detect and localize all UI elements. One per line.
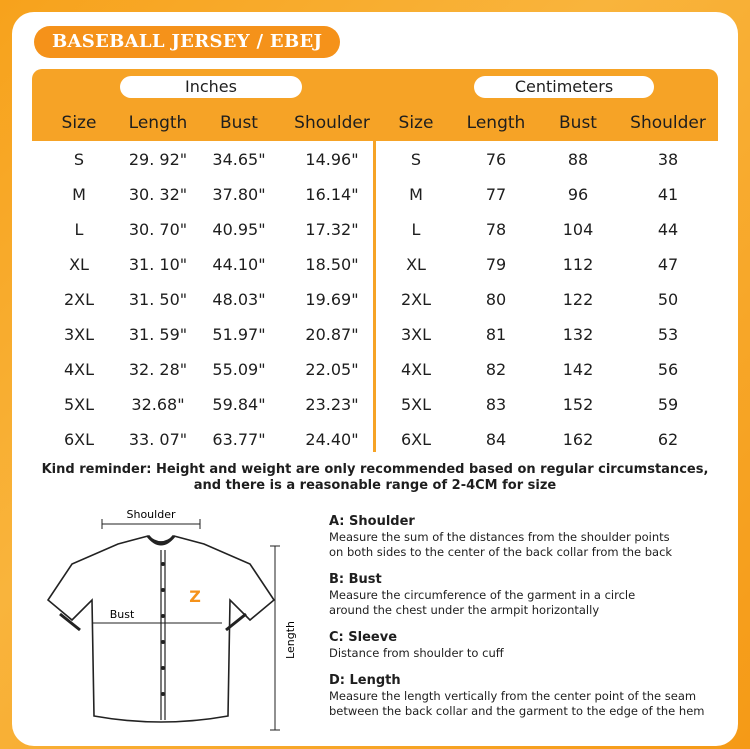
- cell-cm-length: 82: [485, 360, 507, 379]
- cell-cm-length: 80: [485, 290, 507, 309]
- cell-in-shoulder: 20.87": [305, 325, 359, 344]
- cell-in-length: 31. 59": [128, 325, 188, 344]
- cell-cm-size: M: [409, 185, 423, 204]
- definition-line: Distance from shoulder to cuff: [329, 646, 504, 660]
- definition-text: [329, 689, 729, 719]
- cell-cm-length: 81: [485, 325, 507, 344]
- cell-cm-shoulder: 41: [657, 185, 679, 204]
- centimeters-label: Centimeters: [474, 76, 654, 98]
- cell-in-length: 32. 28": [128, 360, 188, 379]
- logo-icon: Z: [189, 587, 201, 606]
- cell-cm-shoulder: 62: [657, 430, 679, 449]
- table-header: [32, 69, 718, 141]
- cell-in-shoulder: 22.05": [305, 360, 359, 379]
- cell-cm-shoulder: 59: [657, 395, 679, 414]
- cell-in-bust: 40.95": [212, 220, 266, 239]
- measurement-definitions: [329, 514, 729, 731]
- definition-text: [329, 646, 729, 661]
- cell-in-size: 3XL: [63, 325, 95, 344]
- cell-in-length: 29. 92": [128, 150, 188, 169]
- cell-in-bust: 55.09": [212, 360, 266, 379]
- cell-cm-size: XL: [406, 255, 426, 274]
- cell-in-size: XL: [69, 255, 89, 274]
- cell-in-bust: 48.03": [212, 290, 266, 309]
- kind-reminder: [12, 462, 738, 494]
- cell-cm-size: 3XL: [400, 325, 432, 344]
- definition-line: Measure the circumference of the garment in a circle: [329, 588, 636, 602]
- cell-cm-length: 78: [485, 220, 507, 239]
- cell-in-shoulder: 19.69": [305, 290, 359, 309]
- cell-in-length: 30. 32": [128, 185, 188, 204]
- cell-in-shoulder: 23.23": [305, 395, 359, 414]
- cell-in-length: 31. 50": [128, 290, 188, 309]
- cell-cm-bust: 122: [562, 290, 594, 309]
- cell-in-length: 33. 07": [128, 430, 188, 449]
- definition-line: around the chest under the armpit horizontally: [329, 603, 600, 617]
- cell-cm-shoulder: 56: [657, 360, 679, 379]
- definition-line: Measure the sum of the distances from the shoulder points: [329, 530, 670, 544]
- cell-cm-size: 2XL: [400, 290, 432, 309]
- cell-in-bust: 34.65": [212, 150, 266, 169]
- cell-cm-size: 6XL: [400, 430, 432, 449]
- cell-in-size: M: [72, 185, 86, 204]
- header-size-cm: Size: [398, 113, 434, 133]
- size-chart-card: [12, 12, 738, 746]
- cell-in-shoulder: 17.32": [305, 220, 359, 239]
- definition-title: A: Shoulder: [329, 514, 415, 529]
- cell-in-bust: 51.97": [212, 325, 266, 344]
- cell-in-shoulder: 16.14": [305, 185, 359, 204]
- cell-cm-shoulder: 53: [657, 325, 679, 344]
- shoulder-label: Shoulder: [126, 508, 176, 521]
- cell-cm-bust: 142: [562, 360, 594, 379]
- bust-label: Bust: [109, 608, 135, 621]
- cell-cm-bust: 96: [567, 185, 589, 204]
- cell-cm-length: 77: [485, 185, 507, 204]
- reminder-line-1: Kind reminder: Height and weight are only recommended based on regular circumstances,: [41, 462, 709, 477]
- header-shoulder-in: Shoulder: [294, 113, 370, 133]
- cell-in-bust: 63.77": [212, 430, 266, 449]
- cell-in-size: L: [74, 220, 84, 239]
- definition-text: [329, 588, 729, 618]
- cell-in-shoulder: 18.50": [305, 255, 359, 274]
- cell-cm-bust: 88: [567, 150, 589, 169]
- cell-in-length: 31. 10": [128, 255, 188, 274]
- cell-in-size: 6XL: [63, 430, 95, 449]
- header-shoulder-cm: Shoulder: [630, 113, 706, 133]
- cell-in-size: 4XL: [63, 360, 95, 379]
- cell-cm-bust: 162: [562, 430, 594, 449]
- cell-cm-length: 79: [485, 255, 507, 274]
- cell-cm-shoulder: 47: [657, 255, 679, 274]
- definition-line: on both sides to the center of the back collar from the back: [329, 545, 673, 559]
- cell-in-size: 2XL: [63, 290, 95, 309]
- cell-in-size: S: [73, 150, 85, 169]
- cell-cm-length: 84: [485, 430, 507, 449]
- cell-in-shoulder: 14.96": [305, 150, 359, 169]
- cell-cm-bust: 132: [562, 325, 594, 344]
- cell-cm-bust: 112: [562, 255, 594, 274]
- cell-cm-bust: 104: [562, 220, 594, 239]
- header-size-in: Size: [61, 113, 97, 133]
- definition-text: [329, 530, 729, 560]
- definition-line: between the back collar and the garment to the edge of the hem: [329, 704, 705, 718]
- cell-in-length: 32.68": [131, 395, 185, 414]
- reminder-line-2: and there is a reasonable range of 2-4CM for size: [193, 478, 557, 493]
- cell-cm-size: L: [411, 220, 421, 239]
- cell-in-bust: 59.84": [212, 395, 266, 414]
- cell-cm-bust: 152: [562, 395, 594, 414]
- cell-cm-length: 83: [485, 395, 507, 414]
- cell-cm-size: 5XL: [400, 395, 432, 414]
- cell-in-shoulder: 24.40": [305, 430, 359, 449]
- definition-title: C: Sleeve: [329, 630, 398, 645]
- jersey-diagram: [42, 502, 302, 732]
- header-bust-in: Bust: [220, 113, 258, 133]
- table-divider: [373, 139, 376, 452]
- definition-title: D: Length: [329, 673, 401, 688]
- cell-in-size: 5XL: [63, 395, 95, 414]
- length-label: Length: [284, 621, 297, 659]
- cell-cm-shoulder: 38: [657, 150, 679, 169]
- inches-label: Inches: [120, 76, 302, 98]
- header-length-in: Length: [128, 113, 188, 133]
- chart-title: BASEBALL JERSEY / EBEJ: [34, 26, 340, 58]
- cell-cm-shoulder: 50: [657, 290, 679, 309]
- header-length-cm: Length: [466, 113, 526, 133]
- cell-in-bust: 44.10": [212, 255, 266, 274]
- cell-cm-length: 76: [485, 150, 507, 169]
- cell-in-bust: 37.80": [212, 185, 266, 204]
- definition-line: Measure the length vertically from the center point of the seam: [329, 689, 697, 703]
- cell-cm-size: 4XL: [400, 360, 432, 379]
- definition-title: B: Bust: [329, 572, 382, 587]
- cell-cm-shoulder: 44: [657, 220, 679, 239]
- cell-cm-size: S: [410, 150, 422, 169]
- header-bust-cm: Bust: [559, 113, 597, 133]
- cell-in-length: 30. 70": [128, 220, 188, 239]
